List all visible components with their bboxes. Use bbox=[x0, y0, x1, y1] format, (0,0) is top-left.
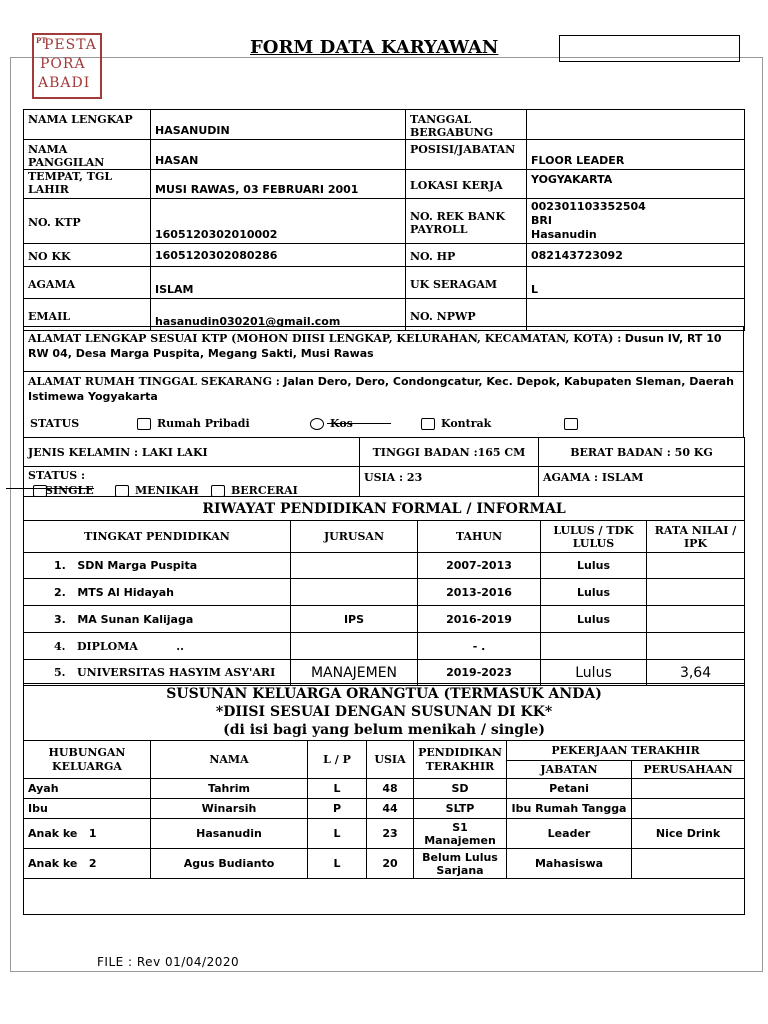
table-row: 5. UNIVERSITAS HASYIM ASY'ARI MANAJEMEN 2019-2023 Lulus 3,64 bbox=[24, 660, 745, 686]
option-kontrak[interactable]: Kontrak bbox=[421, 416, 491, 431]
alamat-ktp[interactable]: ALAMAT LENGKAP SESUAI KTP (MOHON DIISI LENGKAP, KELURAHAN, KECAMATAN, KOTA) : Dusun IV, RT 10 RW 04, Desa Marga Puspita, Megang Sakti, Musi Rawas bbox=[24, 327, 744, 372]
value-posisi[interactable]: FLOOR LEADER bbox=[527, 140, 745, 170]
value-lokasi[interactable]: YOGYAKARTA bbox=[527, 170, 745, 199]
label-agama: AGAMA bbox=[24, 267, 151, 299]
label-ttl: TEMPAT, TGL LAHIR bbox=[24, 170, 151, 199]
table-row: Ayah Tahrim L 48 SD Petani bbox=[24, 779, 745, 799]
label-posisi: POSISI/JABATAN bbox=[406, 140, 527, 170]
value-ttl[interactable]: MUSI RAWAS, 03 FEBRUARI 2001 bbox=[151, 170, 406, 199]
value-email[interactable]: hasanudin030201@gmail.com bbox=[151, 299, 406, 331]
company-logo: PT PESTA PORA ABADI bbox=[32, 33, 102, 99]
berat-badan[interactable]: BERAT BADAN : 50 KG bbox=[539, 438, 745, 467]
label-lokasi: LOKASI KERJA bbox=[406, 170, 527, 199]
option-menikah[interactable]: MENIKAH bbox=[115, 484, 199, 497]
form-title: FORM DATA KARYAWAN bbox=[250, 37, 499, 58]
status-perkawinan[interactable]: STATUS : SINGLE MENIKAH BERCERAI bbox=[24, 467, 360, 497]
checkbox-icon bbox=[137, 418, 151, 430]
alamat-tinggal[interactable]: ALAMAT RUMAH TINGGAL SEKARANG : Jalan Dero, Dero, Condongcatur, Kec. Depok, Kabupaten Sleman, Daerah Istimewa Yogyakarta STATUS Rumah Pribadi Kos Kontrak bbox=[24, 372, 744, 438]
usia[interactable]: USIA : 23 bbox=[360, 467, 539, 497]
empty-row[interactable] bbox=[24, 879, 745, 915]
option-bercerai[interactable]: BERCERAI bbox=[211, 484, 298, 497]
checkbox-icon bbox=[421, 418, 435, 430]
value-nama-panggilan[interactable]: HASAN bbox=[151, 140, 406, 170]
label-kk: NO KK bbox=[24, 244, 151, 267]
id-box[interactable] bbox=[559, 35, 740, 62]
radio-icon bbox=[310, 418, 324, 430]
family-table: SUSUNAN KELUARGA ORANGTUA (TERMASUK ANDA) *DIISI SESUAI DENGAN SUSUNAN DI KK* (di isi bagi yang belum menikah / single) HUBUNGAN KELUARGA NAMA L / P USIA PENDIDIKAN TERAKHIR PEKERJAAN TERAKHIR JABATAN PERUSAHAAN Ayah Tahrim L 48 SD Petani Ibu Winarsih P 44 SLTP Ibu Rumah Tangga Anak ke 1 Hasanudin L 23 S1 Manajemen Leader Nice Drink Anak ke 2 Agus Budianto L 20 Belum Lulus Sarjana Mahasiswa bbox=[23, 683, 745, 915]
family-title: SUSUNAN KELUARGA ORANGTUA (TERMASUK ANDA) *DIISI SESUAI DENGAN SUSUNAN DI KK* (di isi bagi yang belum menikah / single) bbox=[24, 684, 745, 741]
tinggi-badan[interactable]: TINGGI BADAN :165 CM bbox=[360, 438, 539, 467]
label-hp: NO. HP bbox=[406, 244, 527, 267]
checkbox-icon bbox=[564, 418, 578, 430]
value-hp[interactable]: 082143723092 bbox=[527, 244, 745, 267]
education-title: RIWAYAT PENDIDIKAN FORMAL / INFORMAL bbox=[24, 497, 745, 521]
label-email: EMAIL bbox=[24, 299, 151, 331]
table-row: 2. MTS Al Hidayah 2013-2016 Lulus bbox=[24, 579, 745, 606]
table-row: Anak ke 2 Agus Budianto L 20 Belum Lulus Sarjana Mahasiswa bbox=[24, 849, 745, 879]
option-kos[interactable]: Kos bbox=[310, 416, 353, 431]
status-rumah-label: STATUS bbox=[30, 417, 80, 430]
label-seragam: UK SERAGAM bbox=[406, 267, 527, 299]
table-row: 3. MA Sunan Kalijaga IPS 2016-2019 Lulus bbox=[24, 606, 745, 633]
table-row: 1. SDN Marga Puspita 2007-2013 Lulus bbox=[24, 553, 745, 579]
value-tanggal-bergabung[interactable] bbox=[527, 110, 745, 140]
label-tanggal-bergabung: TANGGAL BERGABUNG bbox=[406, 110, 527, 140]
value-nama-lengkap[interactable]: HASANUDIN bbox=[151, 110, 406, 140]
label-nama-panggilan: NAMA PANGGILAN bbox=[24, 140, 151, 170]
identity-table bbox=[23, 109, 745, 331]
single-strike-line bbox=[6, 488, 94, 489]
label-rek: NO. REK BANK PAYROLL bbox=[406, 199, 527, 244]
label-ktp: NO. KTP bbox=[24, 199, 151, 244]
kos-strike-line bbox=[327, 423, 391, 424]
option-rumah-pribadi[interactable]: Rumah Pribadi bbox=[137, 416, 250, 431]
address-table bbox=[23, 326, 744, 438]
value-kk[interactable]: 1605120302080286 bbox=[151, 244, 406, 267]
table-row: Ibu Winarsih P 44 SLTP Ibu Rumah Tangga bbox=[24, 799, 745, 819]
option-other[interactable] bbox=[564, 416, 584, 431]
value-agama[interactable]: ISLAM bbox=[151, 267, 406, 299]
jenis-kelamin[interactable]: JENIS KELAMIN : LAKI LAKI bbox=[24, 438, 360, 467]
table-row: 4. DIPLOMA .. - . bbox=[24, 633, 745, 660]
personal-table bbox=[23, 437, 745, 497]
table-row: Anak ke 1 Hasanudin L 23 S1 Manajemen Leader Nice Drink bbox=[24, 819, 745, 849]
value-ktp[interactable]: 1605120302010002 bbox=[151, 199, 406, 244]
label-nama-lengkap: NAMA LENGKAP bbox=[24, 110, 151, 140]
education-table: RIWAYAT PENDIDIKAN FORMAL / INFORMAL TINGKAT PENDIDIKAN JURUSAN TAHUN LULUS / TDK LULUS RATA NILAI / IPK 1. SDN Marga Puspita 2007-2013 Lulus 2. MTS Al Hidayah 2013-2016 Lulus 3. MA Sunan Kalijaga IPS 2016-2019 Lulus 4. DIPLOMA .. - . 5. UNIVERSITAS HASYIM ASY'ARI MANAJEMEN 2019-2023 Lulus 3,64 bbox=[23, 496, 745, 686]
label-npwp: NO. NPWP bbox=[406, 299, 527, 331]
agama-personal[interactable]: AGAMA : ISLAM bbox=[539, 467, 745, 497]
value-seragam[interactable]: L bbox=[527, 267, 745, 299]
footer-revision: FILE : Rev 01/04/2020 bbox=[97, 955, 240, 969]
option-single[interactable]: SINGLE bbox=[33, 484, 94, 497]
value-rek[interactable]: 002301103352504 BRI Hasanudin bbox=[527, 199, 745, 244]
